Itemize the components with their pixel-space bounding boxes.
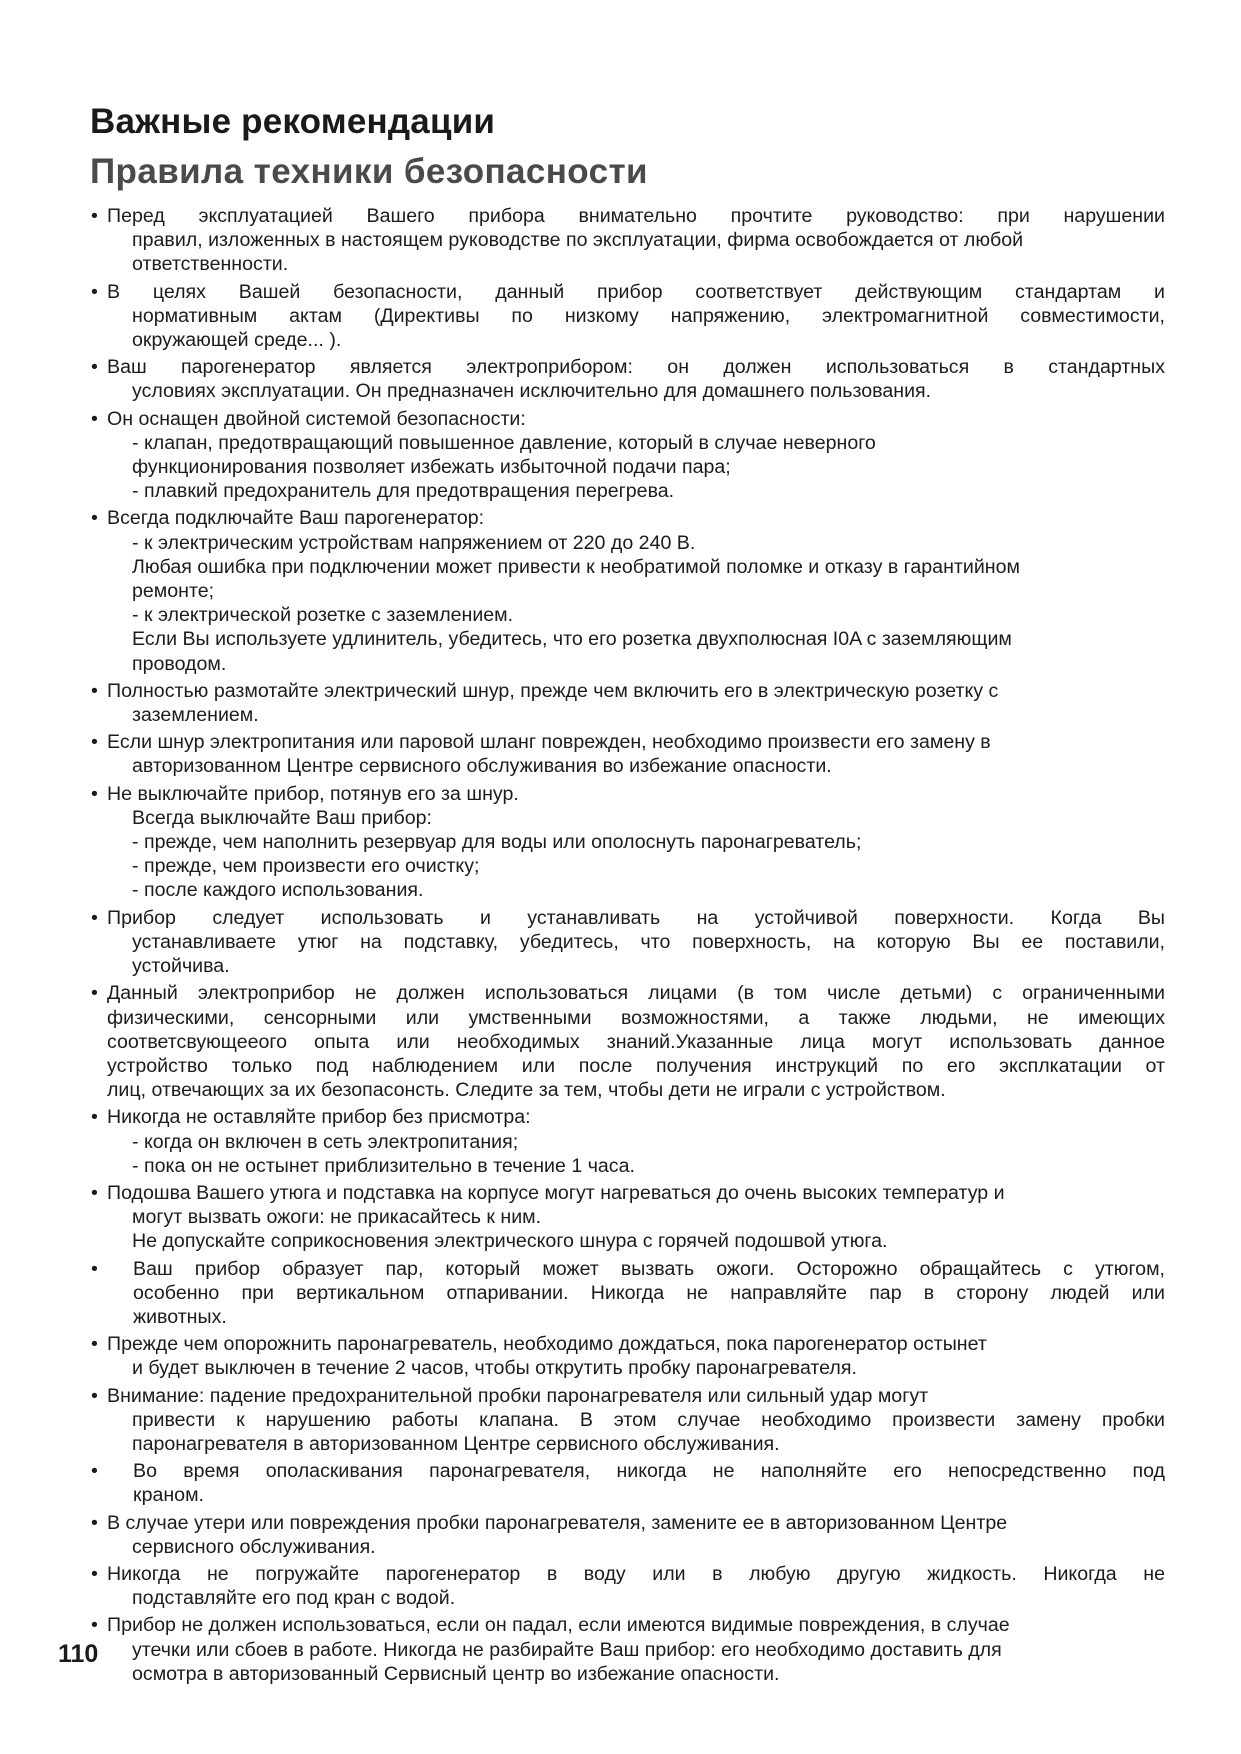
bullet-icon: • <box>91 782 98 805</box>
rule-text-line: краном. <box>133 1484 204 1507</box>
rule-text-line: осмотра в авторизованный Сервисный центр во избежание опасности. <box>132 1662 780 1685</box>
rule-text-line: функционирования позволяет избежать избыточной подачи пара; <box>132 456 731 479</box>
rule-text-line: - прежде, чем произвести его очистку; <box>132 855 480 878</box>
rule-text-line: Перед эксплуатацией Вашего прибора внимательно прочтите руководство: при нарушении <box>107 205 1165 227</box>
rule-text-line: - после каждого использования. <box>132 879 424 902</box>
safety-rule-item <box>90 407 1165 504</box>
rule-text-line: животных. <box>133 1305 227 1328</box>
bullet-icon: • <box>91 1460 98 1483</box>
rule-text-line: Ваш прибор образует пар, который может вызвать ожоги. Осторожно обращайтесь с утюгом, <box>133 1257 1165 1280</box>
safety-rule-item <box>90 1181 1165 1254</box>
rule-text-line: паронагревателя в авторизованном Центре сервисного обслуживания. <box>132 1432 780 1455</box>
bullet-icon: • <box>91 205 98 227</box>
rule-text-line: утечки или сбоев в работе. Никогда не разбирайте Ваш прибор: его необходимо доставить для <box>132 1638 1002 1661</box>
rule-text-line: окружающей среде... ). <box>132 329 342 352</box>
rule-text-line: привести к нарушению работы клапана. В этом случае необходимо произвести замену пробки <box>132 1408 1165 1431</box>
rule-text-line: - прежде, чем наполнить резервуар для воды или ополоснуть паронагреватель; <box>132 831 862 854</box>
rule-text-line: Ваш парогенератор является электроприбором: он должен использоваться в стандартных <box>107 356 1165 379</box>
safety-rule-item <box>90 782 1165 903</box>
bullet-icon: • <box>91 1614 98 1637</box>
rule-text-line: - плавкий предохранитель для предотвращения перегрева. <box>132 480 675 503</box>
rule-text-line: соответсвующееого опыта или необходимых знаний.Указанные лица могут использовать данное <box>107 1030 1165 1053</box>
safety-rule-item <box>90 1332 1165 1380</box>
safety-rule-item <box>90 204 1165 277</box>
safety-rule-item <box>90 506 1165 675</box>
bullet-icon: • <box>91 731 98 754</box>
rule-text-line: устанавливаете утюг на подставку, убедитесь, что поверхность, на которую Вы ее поставили, <box>132 930 1165 953</box>
rule-text-line: Не выключайте прибор, потянув его за шнур. <box>107 782 519 805</box>
rule-text-line: могут вызвать ожоги: не прикасайтесь к ним. <box>132 1206 542 1229</box>
safety-rule-item <box>90 1257 1165 1330</box>
rule-text-line: условиях эксплуатации. Он предназначен исключительно для домашнего пользования. <box>132 380 932 403</box>
bullet-icon: • <box>91 507 98 530</box>
rule-text-line: заземлением. <box>132 704 259 727</box>
safety-rule-item <box>90 679 1165 727</box>
rule-text-line: ремонте; <box>132 580 215 603</box>
bullet-icon: • <box>91 1384 98 1407</box>
bullet-icon: • <box>91 356 98 379</box>
bullet-icon: • <box>91 906 98 929</box>
safety-rule-item <box>90 906 1165 979</box>
rule-text-line: - к электрическим устройствам напряжением от 220 до 240 В. <box>132 531 696 554</box>
rule-text-line: Данный электроприбор не должен использоваться лицами (в том числе детьми) с ограниченными <box>107 982 1165 1005</box>
rule-text-line: особенно при вертикальном отпаривании. Никогда не направляйте пар в сторону людей или <box>133 1281 1165 1304</box>
rule-text-line: Если Вы используете удлинитель, убедитесь, что его розетка двухполюсная I0A с заземляющим <box>132 628 1012 651</box>
rule-text-line: Никогда не погружайте парогенератор в воду или в любую другую жидкость. Никогда не <box>107 1562 1165 1585</box>
page-title: Важные рекомендации <box>90 102 496 141</box>
bullet-icon: • <box>91 280 98 303</box>
rule-text-line: Он оснащен двойной системой безопасности: <box>107 407 526 430</box>
rule-text-line: устойчива. <box>132 955 230 978</box>
bullet-icon: • <box>91 1106 98 1129</box>
rule-text-line: правил, изложенных в настоящем руководстве по эксплуатации, фирма освобождается от любой <box>132 229 1024 252</box>
rule-text-line: сервисного обслуживания. <box>132 1535 376 1558</box>
safety-rule-item <box>90 1511 1165 1559</box>
bullet-icon: • <box>91 1511 98 1534</box>
rule-text-line: Никогда не оставляйте прибор без присмотра: <box>107 1106 531 1129</box>
safety-rule-item <box>90 1562 1165 1610</box>
rule-text-line: Полностью размотайте электрический шнур, прежде чем включить его в электрическую розетку с <box>107 679 999 702</box>
safety-rule-item <box>90 280 1165 353</box>
safety-rule-item <box>90 1384 1165 1457</box>
rule-text-line: и будет выключен в течение 2 часов, чтобы открутить пробку паронагревателя. <box>132 1357 857 1380</box>
safety-rule-item <box>90 730 1165 778</box>
rule-text-line: Любая ошибка при подключении может привести к необратимой поломке и отказу в гарантийном <box>132 555 1020 578</box>
bullet-icon: • <box>91 407 98 430</box>
rule-text-line: Во время ополаскивания паронагревателя, никогда не наполняйте его непосредственно под <box>133 1460 1165 1483</box>
section-subtitle: Правила техники безопасности <box>90 152 648 191</box>
bullet-icon: • <box>91 982 98 1005</box>
rule-text-line: авторизованном Центре сервисного обслуживания во избежание опасности. <box>132 755 832 778</box>
rule-text-line: устройство только под наблюдением или после получения инструкций по его эксплкатации от <box>107 1054 1165 1077</box>
rule-text-line: подставляйте его под кран с водой. <box>132 1587 456 1610</box>
rule-text-line: В случае утери или повреждения пробки паронагревателя, замените ее в авторизованном Центре <box>107 1511 1008 1534</box>
page-number: 110 <box>58 1640 99 1668</box>
safety-rule-item <box>90 981 1165 1102</box>
rule-text-line: - клапан, предотвращающий повышенное давление, который в случае неверного <box>132 431 876 454</box>
bullet-icon: • <box>91 1333 98 1356</box>
rule-text-line: В целях Вашей безопасности, данный прибор соответствует действующим стандартам и <box>107 280 1165 303</box>
rule-text-line: ответственности. <box>132 253 289 276</box>
rule-text-line: физическими, сенсорными или умственными возможностями, а также людьми, не имеющих <box>107 1006 1165 1029</box>
bullet-icon: • <box>91 1257 98 1280</box>
rule-text-line: Не допускайте соприкосновения электрического шнура с горячей подошвой утюга. <box>132 1230 888 1253</box>
rule-text-line: лиц, отвечающих за их безопасонсть. Следите за тем, чтобы дети не играли с устройством. <box>107 1079 946 1102</box>
rule-text-line: Всегда подключайте Ваш парогенератор: <box>107 507 485 530</box>
safety-rule-item <box>90 355 1165 403</box>
rule-text-line: проводом. <box>132 652 227 675</box>
rule-text-line: Прибор не должен использоваться, если он падал, если имеются видимые повреждения, в случае <box>107 1614 1010 1637</box>
safety-rule-item <box>90 1105 1165 1178</box>
rule-text-line: Подошва Вашего утюга и подставка на корпусе могут нагреваться до очень высоких температур и <box>107 1181 1005 1204</box>
bullet-icon: • <box>91 1181 98 1204</box>
safety-rule-item <box>90 1459 1165 1507</box>
rule-text-line: - пока он не остынет приблизительно в течение 1 часа. <box>132 1154 635 1177</box>
rule-text-line: нормативным актам (Директивы по низкому напряжению, электромагнитной совместимости, <box>132 304 1165 327</box>
rule-text-line: Прежде чем опорожнить паронагреватель, необходимо дождаться, пока парогенератор остынет <box>107 1333 987 1356</box>
bullet-icon: • <box>91 1562 98 1585</box>
rule-text-line: Прибор следует использовать и устанавливать на устойчивой поверхности. Когда Вы <box>107 906 1165 929</box>
rule-text-line: - когда он включен в сеть электропитания; <box>132 1130 519 1153</box>
rule-text-line: - к электрической розетке с заземлением. <box>132 604 514 627</box>
safety-rule-item <box>90 1613 1165 1686</box>
bullet-icon: • <box>91 679 98 702</box>
safety-rules-list <box>90 204 1165 1689</box>
rule-text-line: Всегда выключайте Ваш прибор: <box>132 806 432 829</box>
rule-text-line: Внимание: падение предохранительной пробки паронагревателя или сильный удар могут <box>107 1384 929 1407</box>
rule-text-line: Если шнур электропитания или паровой шланг поврежден, необходимо произвести его замену в <box>107 731 991 754</box>
